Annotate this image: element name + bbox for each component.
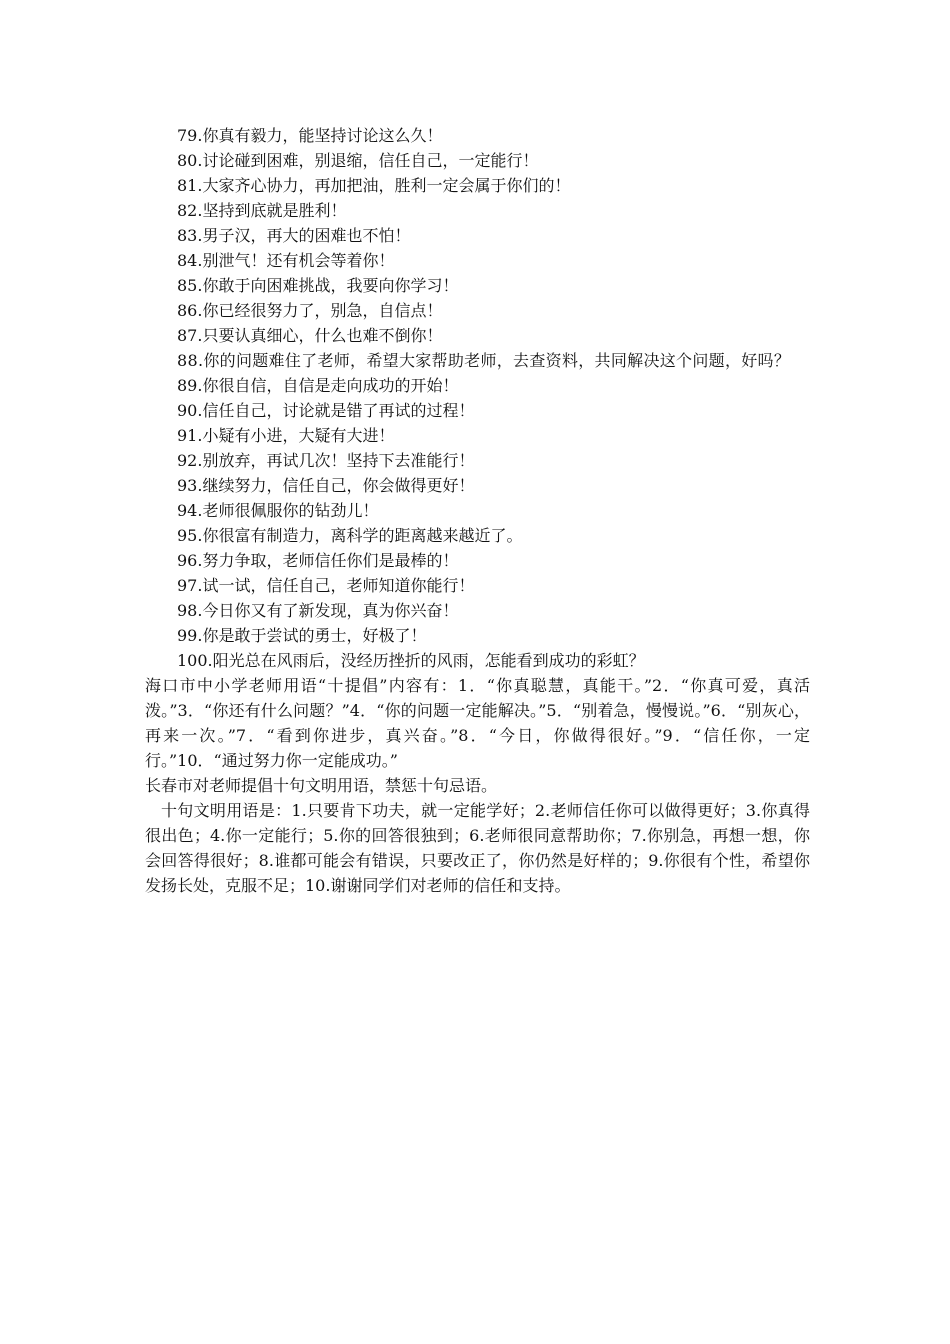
list-item: 89.你很自信，自信是走向成功的开始！ <box>177 376 459 395</box>
list-item: 90.信任自己，讨论就是错了再试的过程！ <box>177 401 475 420</box>
list-item: 83.男子汉，再大的困难也不怕！ <box>177 226 411 245</box>
list-item: 98.今日你又有了新发现，真为你兴奋！ <box>177 601 459 620</box>
list-item: 86.你已经很努力了，别急，自信点！ <box>177 301 443 320</box>
list-item: 95.你很富有制造力，离科学的距离越来越近了。 <box>177 526 523 545</box>
list-item: 85.你敢于向困难挑战，我要向你学习！ <box>177 276 459 295</box>
list-item: 88.你的问题难住了老师，希望大家帮助老师，去查资料，共同解决这个问题，好吗？ <box>177 351 791 370</box>
list-item: 81.大家齐心协力，再加把油，胜利一定会属于你们的！ <box>177 176 571 195</box>
list-item: 96.努力争取，老师信任你们是最棒的！ <box>177 551 459 570</box>
document-body <box>145 123 810 898</box>
list-item: 80.讨论碰到困难，别退缩，信任自己，一定能行！ <box>177 151 539 170</box>
changchun-intro-paragraph: 长春市对老师提倡十句文明用语，禁惩十句忌语。 <box>145 776 498 795</box>
list-item: 91.小疑有小进，大疑有大进！ <box>177 426 395 445</box>
list-item: 97.试一试，信任自己，老师知道你能行！ <box>177 576 475 595</box>
changchun-list-paragraph: 十句文明用语是：1.只要肯下功夫，就一定能学好；2.老师信任你可以做得更好；3.你真得很出色；4.你一定能行；5.你的回答很独到；6.老师很同意帮助你；7.你别急，再想一想，你会回答得很好；8.谁都可能会有错误，只要改正了，你仍然是好样的；9.你很有个性，希望你发扬长处，克服不足；10.谢谢同学们对老师的信任和支持。 <box>145 801 810 895</box>
list-item: 92.别放弃，再试几次！坚持下去准能行！ <box>177 451 475 470</box>
list-item: 99.你是敢于尝试的勇士，好极了！ <box>177 626 427 645</box>
list-item: 82.坚持到底就是胜利！ <box>177 201 347 220</box>
haikou-paragraph: 海口市中小学老师用语“十提倡”内容有：1．“你真聪慧，真能干。”2．“你真可爱，真活泼。”3．“你还有什么问题？”4．“你的问题一定能解决。”5．“别着急，慢慢说。”6．“别灰心，再来一次。”7．“看到你进步，真兴奋。”8．“今日，你做得很好。”9．“信任你，一定行。”10．“通过努力你一定能成功。” <box>145 676 810 770</box>
list-item: 87.只要认真细心，什么也难不倒你！ <box>177 326 443 345</box>
list-item: 100.阳光总在风雨后，没经历挫折的风雨，怎能看到成功的彩虹？ <box>177 651 645 670</box>
list-item: 84.别泄气！还有机会等着你！ <box>177 251 395 270</box>
list-item: 79.你真有毅力，能坚持讨论这么久！ <box>177 126 443 145</box>
list-item: 93.继续努力，信任自己，你会做得更好！ <box>177 476 475 495</box>
list-item: 94.老师很佩服你的钻劲儿！ <box>177 501 379 520</box>
